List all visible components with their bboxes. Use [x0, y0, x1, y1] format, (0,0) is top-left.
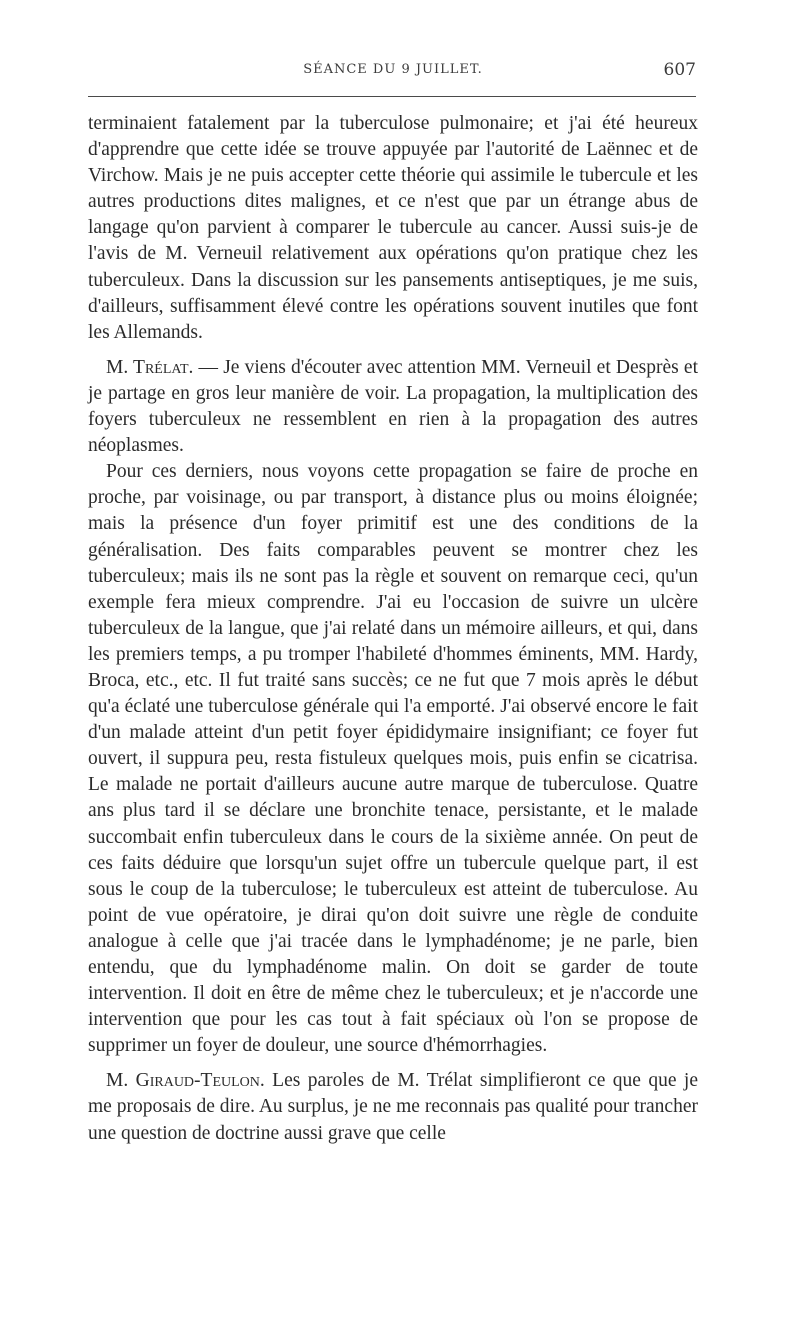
- body-text: [88, 111, 698, 1147]
- speaker-giraud-teulon: M. Giraud-Teulon.: [106, 1070, 265, 1092]
- page-number: 607: [663, 60, 696, 80]
- running-title: SÉANCE DU 9 JUILLET.: [303, 62, 483, 77]
- page-header: [90, 58, 696, 84]
- speaker-trelat: M. Trélat.: [106, 356, 194, 378]
- paragraph-1: terminaient fatalement par la tuberculose pulmonaire; et j'ai été heureux d'apprendre que cette idée se trouve appuyée par l'autorité de Laënnec et de Virchow. Mais je ne puis accepter cette théorie qui assimile le tubercule et les autres productions dites malignes, et ce n'est que par un étrange abus de langage qu'on parvient à comparer le tubercule au cancer. Aussi suis-je de l'avis de M. Verneuil relativement aux opérations qu'on pratique chez les tuberculeux. Dans la discussion sur les pansements antiseptiques, je me suis, d'ailleurs, suffisamment élevé contre les opérations souvent inutiles que font les Allemands.: [88, 113, 698, 343]
- trelat-remarks: — Je viens d'écouter avec attention MM. Verneuil et Desprès et je partage en gros leur manière de voir. La propagation, la multiplication des foyers tuberculeux ne ressemblent en rien à la propagation des autres néoplasmes.: [88, 356, 698, 457]
- paragraph-3: Pour ces derniers, nous voyons cette propagation se faire de proche en proche, par voisinage, ou par transport, à distance plus ou moins éloignée; mais la présence d'un foyer primitif est une des conditions de la généralisation. Des faits comparables peuvent se montrer chez les tuberculeux; mais ils ne sont pas la règle et souvent on remarque ceci, qu'un exemple fera mieux comprendre. J'ai eu l'occasion de suivre un ulcère tuberculeux de la langue, que j'ai relaté dans un mémoire ailleurs, et qui, dans les premiers temps, a pu tromper l'habileté d'hommes éminents, MM. Hardy, Broca, etc., etc. Il fut traité sans succès; ce ne fut que 7 mois après le début qu'a éclaté une tuberculose générale qui l'a emporté. J'ai observé encore le fait d'un malade atteint d'un petit foyer épididymaire insignifiant; ce foyer fut ouvert, il suppura peu, resta fistuleux quelques mois, puis enfin se cicatrisa. Le malade ne portait d'ailleurs aucune autre marque de tuberculose. Quatre ans plus tard il se déclare une bronchite tenace, persistante, et le malade succombait enfin tuberculeux dans le cours de la sixième année. On peut de ces faits déduire que lorsqu'un sujet offre un tubercule quelque part, il est sous le coup de la tuberculose; le tuberculeux est atteint de tuberculose. Au point de vue opératoire, je dirai qu'on doit suivre une règle de conduite analogue à celle que j'ai tracée dans le lymphadénome; je ne parle, bien entendu, que du lymphadénome malin. On doit se garder de toute intervention. Il doit en être de même chez le tuberculeux; et je n'accorde une intervention que pour les cas tout à fait spéciaux où l'on se propose de supprimer un foyer de douleur, une source d'hémorrhagies.: [88, 461, 698, 1057]
- header-rule: [88, 96, 696, 97]
- paragraph-giraud-teulon: [88, 1068, 698, 1146]
- giraud-teulon-remarks: Les paroles de M. Trélat simplifieront ce que que je me proposais de dire. Au surplus, je ne me reconnais pas qualité pour trancher une question de doctrine aussi grave que celle: [88, 1070, 698, 1144]
- paragraph-trelat: [88, 355, 698, 459]
